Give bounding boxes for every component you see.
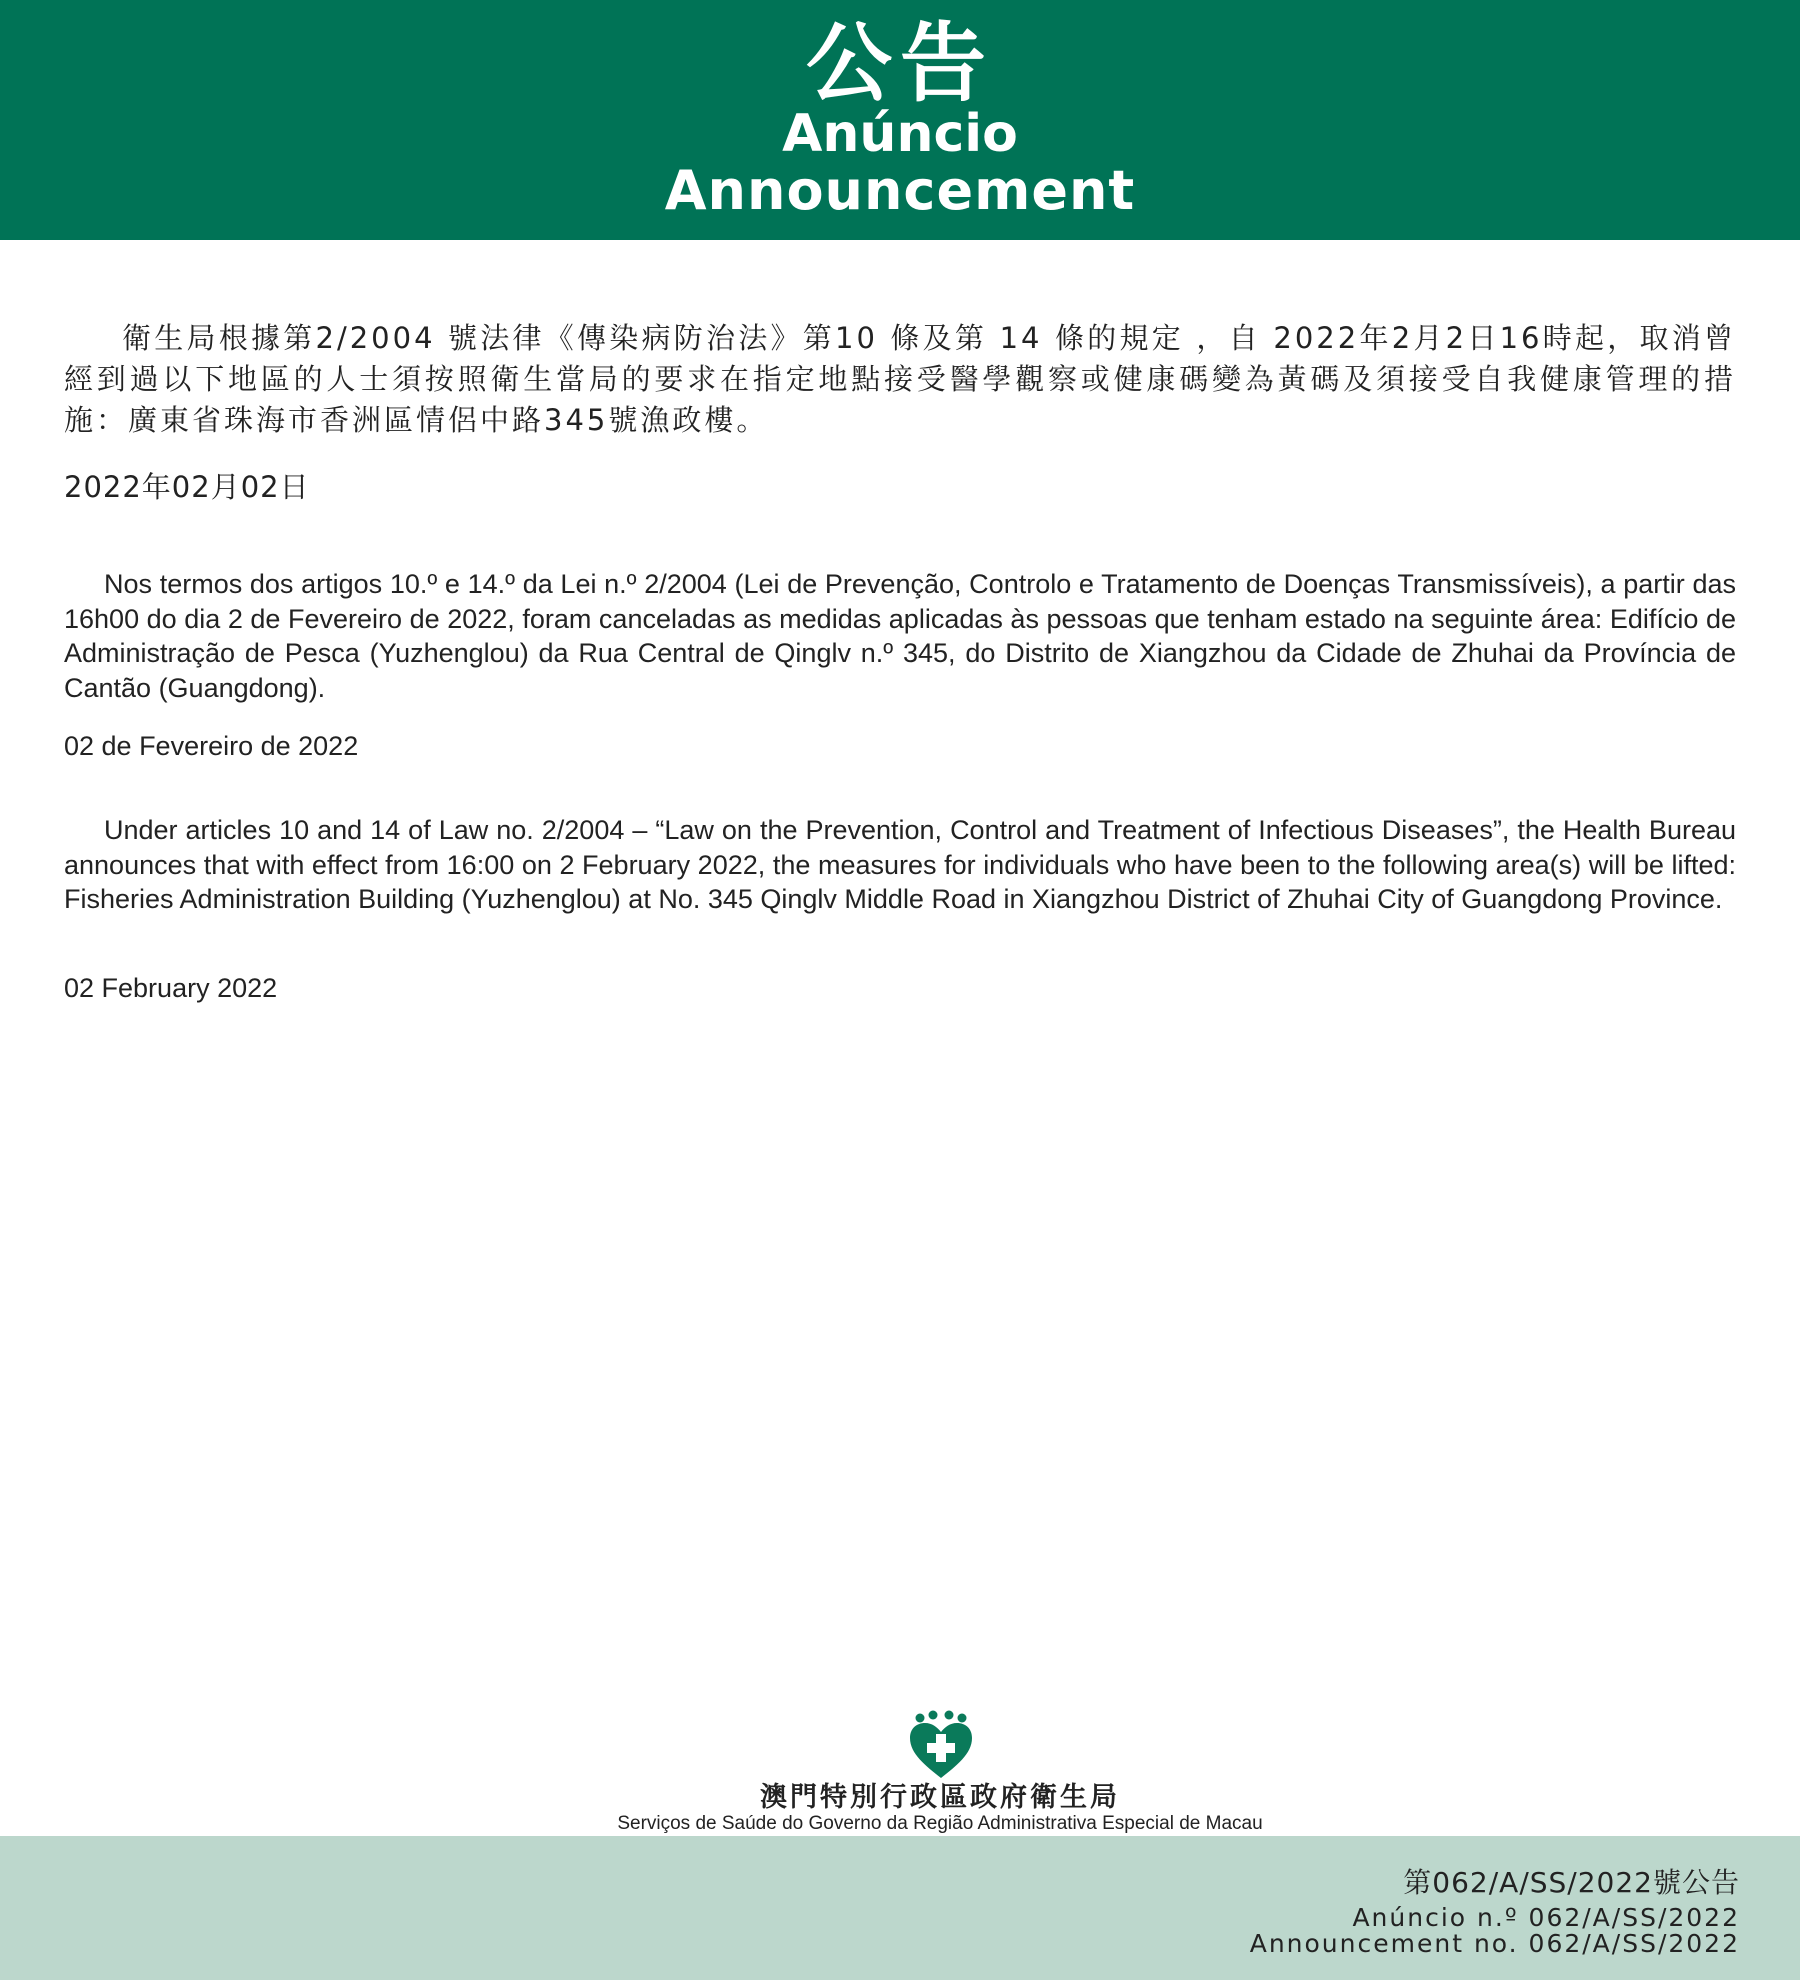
announcement-footer: [0, 1836, 1800, 1980]
health-bureau-logo-icon: [906, 1710, 976, 1780]
title-chinese: 公告: [806, 14, 994, 114]
announcement-body: [64, 318, 1736, 1005]
english-date: 02 February 2022: [64, 972, 278, 1003]
reference-number-portuguese: Anúncio n.º 062/A/SS/2022: [1352, 1903, 1740, 1932]
organization-name-portuguese: Serviços de Saúde do Governo da Região Administrativa Especial de Macau: [617, 1813, 1263, 1834]
reference-number-chinese: 第062/A/SS/2022號公告: [1403, 1866, 1740, 1899]
title-english: Announcement: [664, 159, 1136, 222]
announcement-header: [0, 0, 1800, 240]
chinese-paragraph: 衛生局根據第2/2004 號法律《傳染病防治法》第10 條及第 14 條的規定 ，自 2022年2月2日16時起，取消曾經到過以下地區的人士須按照衛生當局的要求在指定地點接受醫學觀察或健康碼變為黃碼及須接受自我健康管理的措施：廣東省珠海市香洲區情侶中路345號漁政樓。: [64, 321, 1736, 437]
chinese-date: 2022年02月02日: [64, 470, 310, 504]
reference-number-english: Announcement no. 062/A/SS/2022: [1249, 1929, 1740, 1958]
english-paragraph: Under articles 10 and 14 of Law no. 2/2004 – “Law on the Prevention, Control and Treatment of Infectious Diseases”, the Health Bureau announces that with effect from 16:00 on 2 February 2022, the measures for individuals who have been to the following area(s) will be lifted: Fisheries Administration Building (Yuzhenglou) at No. 345 Qinglv Middle Road in Xiangzhou District of Zhuhai City of Guangdong Province.: [64, 815, 1736, 914]
organization-name-chinese: 澳門特別行政區政府衛生局: [760, 1782, 1120, 1813]
title-portuguese: Anúncio: [782, 104, 1018, 164]
portuguese-date: 02 de Fevereiro de 2022: [64, 731, 359, 761]
portuguese-paragraph: Nos termos dos artigos 10.º e 14.º da Lei n.º 2/2004 (Lei de Prevenção, Controlo e Tratamento de Doenças Transmissíveis), a partir das 16h00 do dia 2 de Fevereiro de 2022, foram canceladas as medidas aplicadas às pessoas que tenham estado na seguinte área: Edifício de Administração de Pesca (Yuzhenglou) da Rua Central de Qinglv n.º 345, do Distrito de Xiangzhou da Cidade de Zhuhai da Província de Cantão (Guangdong).: [64, 569, 1736, 703]
